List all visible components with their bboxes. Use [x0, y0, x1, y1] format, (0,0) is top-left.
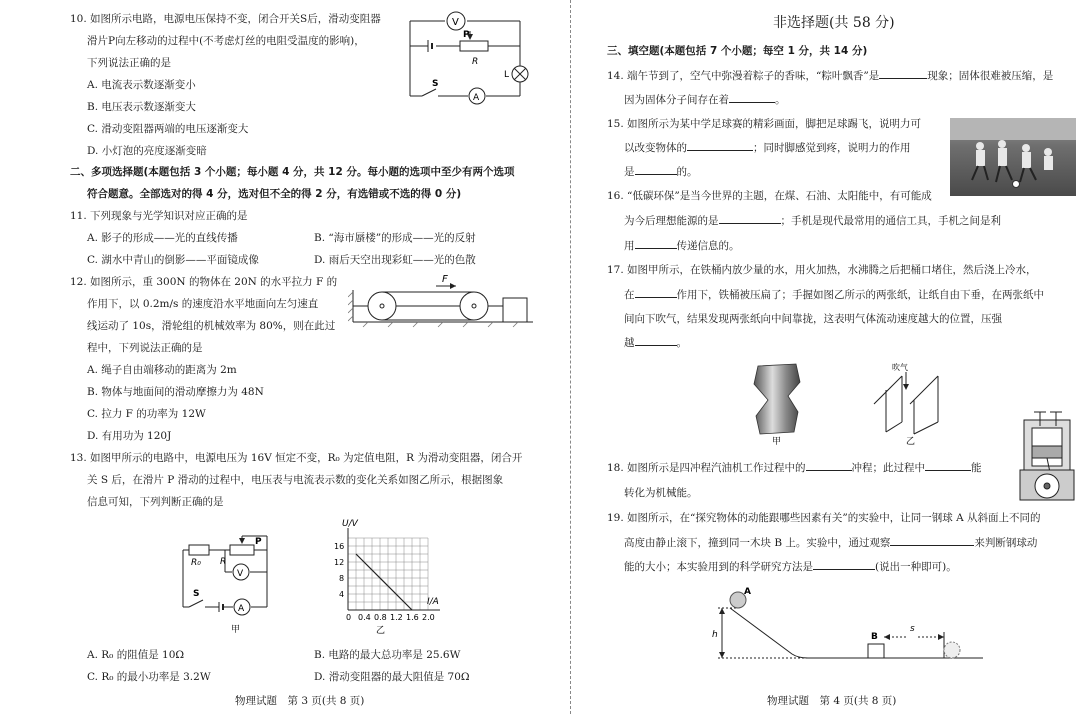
q16-line2: 为今后理想能源的是 ；手机是现代最常用的通信工具，手机之间是利: [624, 215, 1001, 227]
q19-line3: 能的大小；本实验用到的科学研究方法是 (说出一种即可)。: [624, 561, 957, 573]
q19-blank-1: [890, 535, 974, 546]
q13-option-a: A. R₀ 的阻值是 10Ω: [87, 649, 185, 661]
q10-stem-line3: 下列说法正确的是: [87, 57, 171, 69]
q10-label-r: R: [472, 57, 479, 67]
q13-label-r0: R₀: [191, 558, 201, 568]
q13-option-b: B. 电路的最大总功率是 25.6W: [314, 649, 461, 661]
q14-blank-2: [729, 92, 775, 103]
q10-option-b: B. 电压表示数逐渐变大: [87, 101, 196, 113]
q17-line1: 17. 如图甲所示，在铁桶内放少量的水，用火加热，水沸腾之后把桶口堵住，然后浇上冷水，: [607, 264, 1037, 276]
chart-x-tick-label: 1.6: [406, 613, 419, 622]
q13-fig-yi: 乙: [376, 626, 386, 636]
chart-x-tick-label: 0.4: [358, 613, 371, 622]
q17-fig-jia: 甲: [772, 437, 782, 447]
q12-stem-line2: 作用下，以 0.2m/s 的速度沿水平地面向左匀速直: [87, 298, 319, 310]
q17-fig-yi: 乙: [906, 437, 916, 447]
q13-label-v: V: [237, 569, 244, 579]
q17-fig-blow-label: 吹气: [892, 363, 908, 372]
q19-label-s: s: [910, 624, 915, 634]
q19-incline-figure: [708, 584, 988, 664]
q13-stem-line2: 关 S 后，在滑片 P 滑动的过程中，电压表与电流表示数的变化关系如图乙所示，根据图象: [87, 474, 504, 486]
q11-option-b: B. “海市蜃楼”的形成——光的反射: [314, 232, 476, 244]
q10-stem-line1: 10. 如图所示电路，电源电压保持不变，闭合开关S后，滑动变阻器: [70, 13, 381, 25]
chart-x-tick-label: 0: [346, 613, 352, 622]
football-match-photo: [950, 118, 1076, 196]
chart-y-tick-label: 16: [334, 542, 345, 551]
chart-x-tick-label: 1.2: [390, 613, 403, 622]
q12-stem-line1: 12. 如图所示，重 300N 的物体在 20N 的水平拉力 F 的: [70, 276, 338, 288]
q10-label-l: L: [504, 70, 510, 80]
q19-label-b: B: [871, 632, 878, 642]
q15-line3: 是 的。: [624, 166, 698, 178]
q12-option-c: C. 拉力 F 的功率为 12W: [87, 408, 206, 420]
chart-x-tick-label: 0.8: [374, 613, 387, 622]
q15-line1: 15. 如图所示为某中学足球赛的精彩画面，脚把足球踢飞，说明力可: [607, 118, 922, 130]
q11-stem: 11. 下列现象与光学知识对应正确的是: [70, 210, 248, 222]
q19-blank-2: [813, 559, 875, 570]
q15-blank-2: [635, 164, 677, 175]
q19-label-a: A: [744, 587, 751, 597]
q12-option-a: A. 绳子自由端移动的距离为 2m: [87, 364, 237, 376]
q13-label-s: S: [193, 589, 200, 599]
left-page-footer: 物理试题 第 3 页(共 8 页): [235, 695, 365, 707]
right-page-footer: 物理试题 第 4 页(共 8 页): [767, 695, 897, 707]
q15-blank-1: [687, 140, 753, 151]
q11-option-c: C. 湖水中青山的倒影——平面镜成像: [87, 254, 259, 266]
q10-label-s: S: [432, 79, 439, 89]
section2-heading-line1: 二、多项选择题(本题包括 3 个小题；每小题 4 分，共 12 分。每小题的选项中至少有两个选项: [70, 166, 515, 178]
q17-blank-2: [635, 335, 677, 346]
chart-series-line: [356, 554, 412, 610]
q12-label-f: F: [442, 274, 448, 285]
chart-x-tick-label: 2.0: [422, 613, 435, 622]
q13-option-d: D. 滑动变阻器的最大阻值是 70Ω: [314, 671, 470, 683]
q13-option-c: C. R₀ 的最小功率是 3.2W: [87, 671, 211, 683]
q16-blank-2: [635, 238, 677, 249]
chart-y-tick-label: 4: [339, 590, 345, 599]
q13-label-r: R: [220, 557, 227, 567]
q10-circuit-figure: [400, 6, 535, 106]
q13-label-p: P: [255, 537, 262, 547]
q12-option-d: D. 有用功为 120J: [87, 430, 172, 442]
q13-stem-line1: 13. 如图甲所示的电路中，电源电压为 16V 恒定不变，R₀ 为定值电阻，R 为滑动变阻器，闭合开: [70, 452, 523, 464]
q18-blank-2: [925, 460, 971, 471]
page-divider: [570, 0, 571, 714]
blowing-paper-figure: [866, 360, 951, 448]
q19-line2: 高度由静止滚下，撞到同一木块 B 上。实验中，通过观察 来判断钢球动: [624, 537, 1038, 549]
q13-circuit-figure: [175, 532, 275, 637]
q14-blank-1: [879, 68, 927, 79]
q10-option-c: C. 滑动变阻器两端的电压逐渐变大: [87, 123, 249, 135]
q14-line1: 14. 端午节到了，空气中弥漫着粽子的香味，“粽叶飘香”是 现象；固体很难被压缩，是: [607, 70, 1054, 82]
q10-option-a: A. 电流表示数逐渐变小: [87, 79, 196, 91]
q17-blank-1: [635, 287, 677, 298]
q19-label-h: h: [712, 630, 718, 640]
q13-chart: [320, 518, 450, 638]
q16-line1: 16. “低碳环保”是当今世界的主题，在煤、石油、太阳能中，有可能成: [607, 190, 932, 202]
section2-heading-line2: 符合题意。全部选对的得 4 分，选对但不全的得 2 分，有选错或不选的得 0 分): [87, 188, 462, 200]
q12-stem-line3: 线运动了 10s，滑轮组的机械效率为 80%，则在此过: [87, 320, 336, 332]
q10-label-p: P: [463, 30, 470, 40]
q13-fig-jia: 甲: [231, 625, 241, 635]
q13-stem-line3: 信息可知，下列判断正确的是: [87, 496, 224, 508]
q12-option-b: B. 物体与地面间的滑动摩擦力为 48N: [87, 386, 264, 398]
q10-stem-line2: 滑片P向左移动的过程中(不考虑灯丝的电阻受温度的影响)，: [87, 35, 365, 47]
section-title: 非选择题(共 58 分): [773, 15, 895, 31]
chart-ylabel: U/V: [342, 519, 358, 529]
q11-option-a: A. 影子的形成——光的直线传播: [87, 232, 238, 244]
engine-cylinder-figure: [1016, 408, 1078, 506]
q10-label-a: A: [473, 93, 480, 103]
q11-option-d: D. 雨后天空出现彩虹——光的色散: [314, 254, 476, 266]
q16-line3: 用 传递信息的。: [624, 240, 740, 252]
q18-blank-1: [806, 460, 852, 471]
q17-line2: 在 作用下，铁桶被压扁了；手握如图乙所示的两张纸，让纸自由下垂，在两张纸中: [624, 289, 1044, 301]
q18-line1: 18. 如图所示是四冲程汽油机工作过程中的 冲程；此过程中 能: [607, 462, 982, 474]
q10-option-d: D. 小灯泡的亮度逐渐变暗: [87, 145, 207, 157]
q15-line2: 以改变物体的 ；同时脚感觉到疼，说明力的作用: [624, 142, 911, 154]
section3-heading: 三、填空题(本题包括 7 个小题；每空 1 分，共 14 分): [607, 45, 868, 57]
q12-pulley-figure: [348, 272, 538, 330]
chart-y-tick-label: 8: [339, 574, 345, 583]
q12-stem-line4: 程中，下列说法正确的是: [87, 342, 203, 354]
q17-line3: 间向下吹气，结果发现两张纸向中间靠拢，这表明气体流动速度越大的位置，压强: [624, 313, 1002, 325]
q17-line4: 越 。: [624, 337, 687, 349]
chart-y-tick-label: 12: [334, 558, 345, 567]
steel-ball-final-icon: [944, 642, 960, 658]
q10-label-v: V: [452, 17, 459, 28]
q13-label-a: A: [238, 604, 245, 614]
crushed-can-figure: [748, 360, 808, 448]
q14-line2: 因为固体分子间存在着 。: [624, 94, 786, 106]
q19-line1: 19. 如图所示，在“探究物体的动能跟哪些因素有关”的实验中，让同一钢球 A 从斜面上不同的: [607, 512, 1041, 524]
q18-line2: 转化为机械能。: [624, 487, 698, 499]
chart-xlabel: I/A: [427, 597, 439, 607]
q16-blank-1: [719, 213, 781, 224]
